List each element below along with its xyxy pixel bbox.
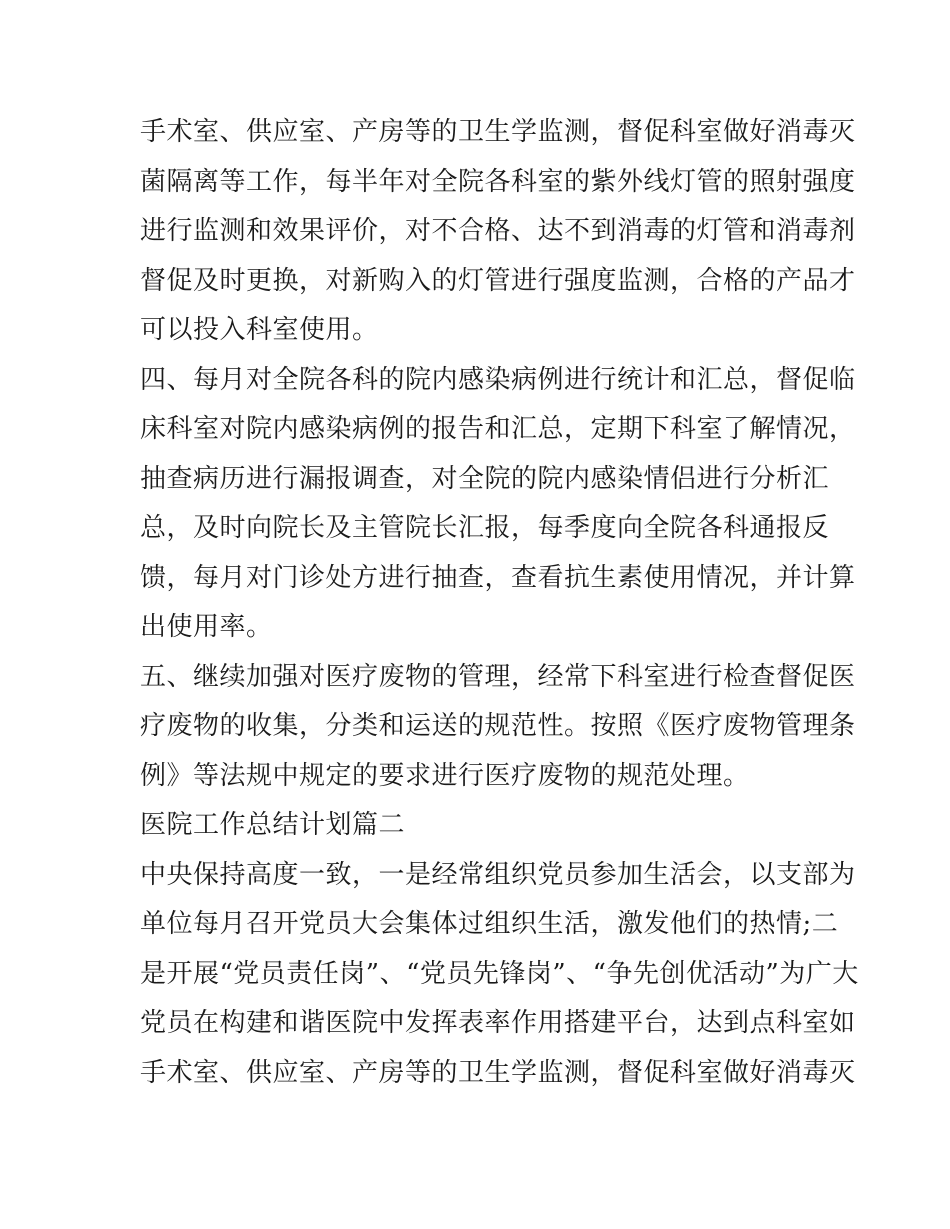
text-line: 床科室对院内感染病例的报告和汇总，定期下科室了解情况，	[140, 414, 856, 444]
text-line: 抽查病历进行漏报调查，对全院的院内感染情侣进行分析汇	[140, 463, 830, 494]
text-line: 可以投入科室使用。	[140, 315, 379, 345]
text-line: 出使用率。	[140, 612, 273, 642]
text-line: 手术室、供应室、产房等的卫生学监测，督促科室做好消毒灭	[140, 117, 856, 147]
text-line: 中央保持高度一致，一是经常组织党员参加生活会，以支部为	[140, 859, 856, 890]
text-line: 五、继续加强对医疗废物的管理，经常下科室进行检查督促医	[140, 661, 856, 692]
text-line: 疗废物的收集，分类和运送的规范性。按照《医疗废物管理条	[140, 711, 856, 741]
text-line: 是开展“党员责任岗”、“党员先锋岗”、“争先创优活动”为广大	[140, 958, 859, 989]
text-line: 馈，每月对门诊处方进行抽查，查看抗生素使用情况，并计算	[140, 562, 856, 593]
text-line: 手术室、供应室、产房等的卫生学监测，督促科室做好消毒灭	[140, 1057, 856, 1088]
text-line: 督促及时更换，对新购入的灯管进行强度监测，合格的产品才	[140, 265, 856, 296]
section-heading: 医院工作总结计划篇二	[140, 810, 406, 840]
text-line: 四、每月对全院各科的院内感染病例进行统计和汇总，督促临	[140, 364, 856, 395]
text-line: 例》等法规中规定的要求进行医疗废物的规范处理。	[140, 760, 750, 791]
text-line: 党员在构建和谐医院中发挥表率作用搭建平台，达到点科室如	[140, 1008, 856, 1038]
document-body	[140, 108, 859, 1098]
text-line: 单位每月召开党员大会集体过组织生活，激发他们的热情;二	[140, 909, 839, 939]
text-line: 总，及时向院长及主管院长汇报，每季度向全院各科通报反	[140, 513, 830, 543]
text-line: 菌隔离等工作，每半年对全院各科室的紫外线灯管的照射强度	[140, 166, 856, 197]
text-line: 进行监测和效果评价，对不合格、达不到消毒的灯管和消毒剂	[140, 216, 856, 246]
